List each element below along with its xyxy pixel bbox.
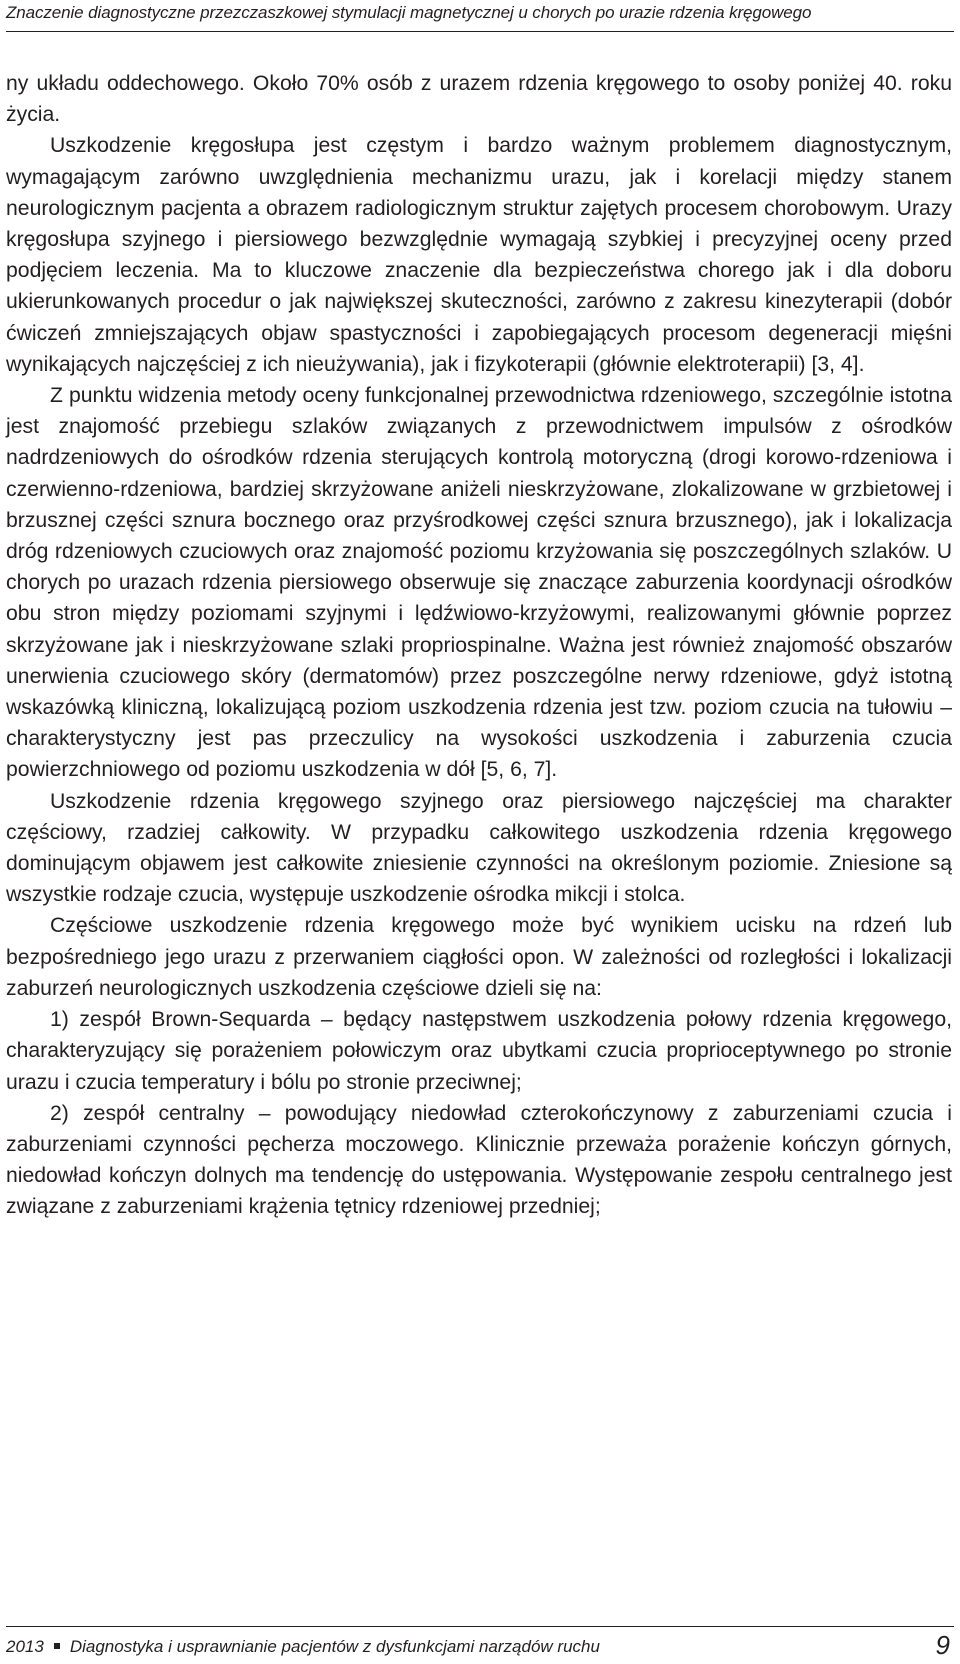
running-header: Znaczenie diagnostyczne przezczaszkowej stymulacji magnetycznej u chorych po urazie rdzenia kręgowego — [6, 3, 812, 22]
list-item-central-syndrome: 2) zespół centralny – powodujący niedowład czterokończynowy z zaburzeniami czucia i zaburzeniami czynności pęcherza moczowego. Klinicznie przeważa porażenie kończyn górnych, niedowład kończyn dolnych ma tendencję do ustępowania. Występowanie zespołu centralnego jest związane z zaburzeniami krążenia tętnicy rdzeniowej przedniej; — [6, 1101, 952, 1219]
paragraph-partial-injury: Częściowe uszkodzenie rdzenia kręgowego może być wynikiem ucisku na rdzeń lub bezpośredniego jego urazu z przerwaniem ciągłości opon. W zależności od rozległości i lokalizacji zaburzeń neurologicznych uszkodzenia częściowe dzieli się na: — [6, 914, 952, 1000]
paragraph-conduction: Z punktu widzenia metody oceny funkcjonalnej przewodnictwa rdzeniowego, szczególnie istotna jest znajomość przebiegu szlaków związanych z przewodnictwem impulsów z ośrodków nadrdzeniowych do ośrodków rdzenia sterujących kontrolą motoryczną (drogi korowo-rdzeniowa i czerwienno-rdzeniowa, bardziej skrzyżowane aniżeli nieskrzyżowane, zlokalizowane w grzbietowej i brzusznej części sznura bocznego oraz przyśrodkowej części sznura brzusznego), jak i lokalizacja dróg rdzeniowych czuciowych oraz znajomość poziomu krzyżowania się poszczególnych szlaków. U chorych po urazach rdzenia piersiowego obserwuje się znaczące zaburzenia koordynacji ośrodków obu stron między poziomami szyjnymi i lędźwiowo-krzyżowymi, realizowanymi głównie poprzez skrzyżowane jak i nieskrzyżowane szlaki propriospinalne. Ważna jest również znajomość obszarów unerwienia czuciowego skóry (dermatomów) przez poszczególne nerwy rdzeniowe, gdyż istotną wskazówką kliniczną, lokalizującą poziom uszkodzenia rdzenia jest tzw. poziom czucia na tułowiu – charakterystyczny jest pas przeczulicy na wysokości uszkodzenia i zaburzenia czucia powierzchniowego od poziomu uszkodzenia w dół [5, 6, 7]. — [6, 384, 952, 782]
paragraph-spine-injury: Uszkodzenie kręgosłupa jest częstym i bardzo ważnym problemem diagnostycznym, wymagającym zarówno uwzględnienia mechanizmu urazu, jak i korelacji między stanem neurologicznym pacjenta a obrazem radiologicznym struktur zajętych procesem chorobowym. Urazy kręgosłupa szyjnego i piersiowego bezwzględnie wymagają szybkiej i precyzyjnej oceny przed podjęciem leczenia. Ma to kluczowe znaczenie dla bezpieczeństwa chorego jak i dla doboru ukierunkowanych procedur o jak największej skuteczności, zarówno z zakresu kinezyterapii (dobór ćwiczeń zmniejszających objaw spastyczności i zapobiegających procesom degeneracji mięśni wynikających najczęściej z ich nieużywania), jak i fizykoterapii (głównie elektroterapii) [3, 4]. — [6, 134, 952, 376]
footer-year: 2013 — [6, 1637, 44, 1656]
header-divider — [6, 31, 954, 32]
list-item-brown-sequard: 1) zespół Brown-Sequarda – będący następstwem uszkodzenia połowy rdzenia kręgowego, charakteryzujący się porażeniem połowiczym oraz ubytkami czucia proprioceptywnego po stronie urazu i czucia temperatury i bólu po stronie przeciwnej; — [6, 1008, 952, 1094]
page-number: 9 — [935, 1630, 950, 1660]
paragraph-continuation: ny układu oddechowego. Około 70% osób z urazem rdzenia kręgowego to osoby poniżej 40. roku życia. — [6, 72, 952, 127]
page-footer — [6, 1630, 954, 1661]
paragraph-cervical-thoracic: Uszkodzenie rdzenia kręgowego szyjnego oraz piersiowego najczęściej ma charakter częściowy, rzadziej całkowity. W przypadku całkowitego uszkodzenia rdzenia kręgowego dominującym objawem jest całkowite zniesienie czynności na określonym poziomie. Zniesione są wszystkie rodzaje czucia, występuje uszkodzenie ośrodka mikcji i stolca. — [6, 789, 952, 907]
article-body — [6, 68, 952, 1223]
footer-journal-title: Diagnostyka i usprawnianie pacjentów z dysfunkcjami narządów ruchu — [69, 1637, 600, 1656]
bullet-icon — [54, 1643, 60, 1649]
footer-divider — [6, 1626, 954, 1627]
